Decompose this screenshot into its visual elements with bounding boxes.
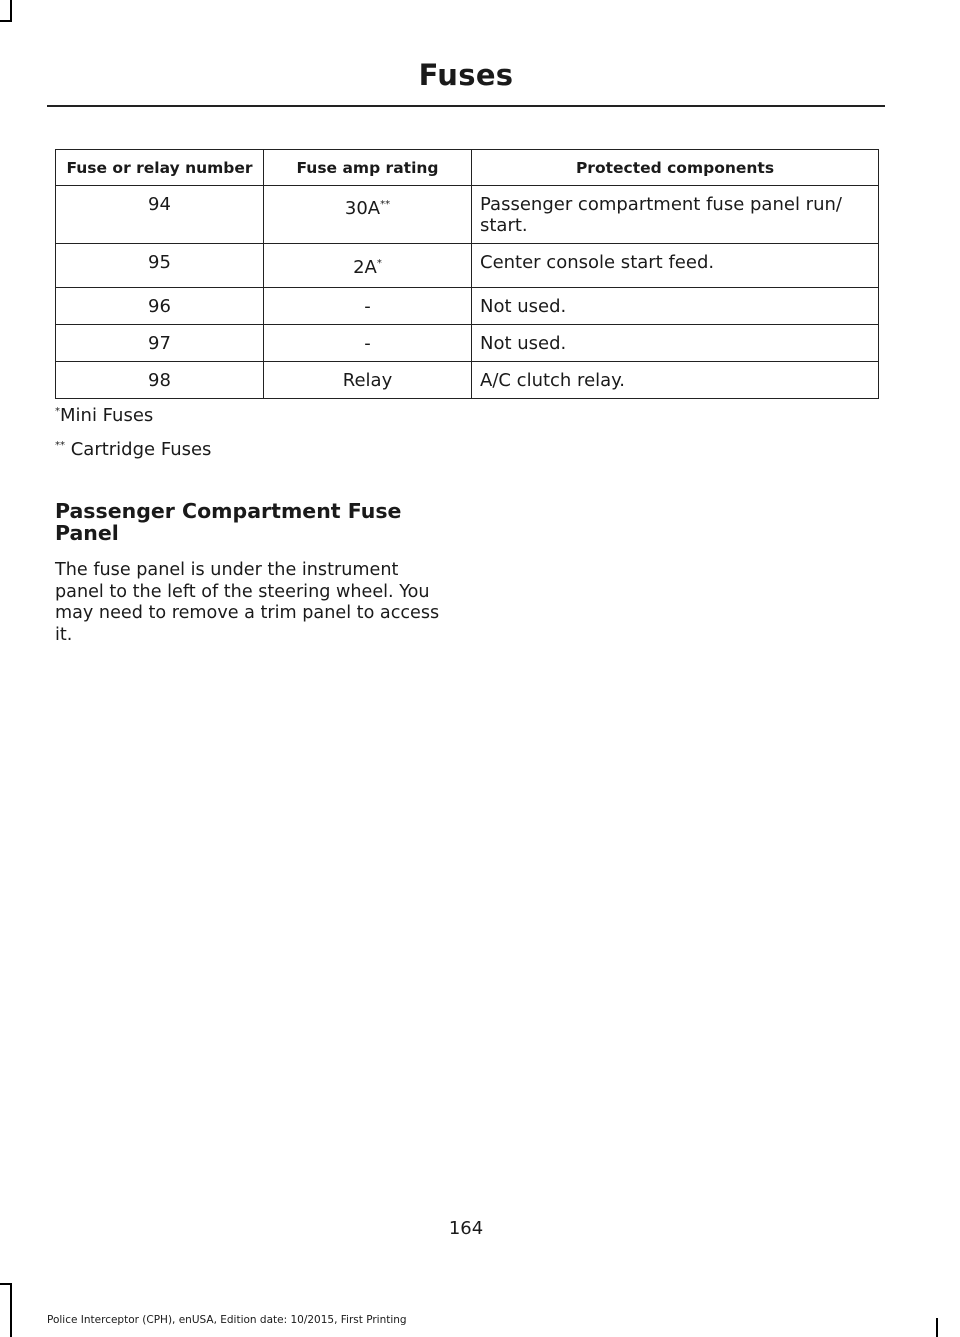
amp-rating: [264, 362, 472, 399]
footnote-mini-fuses: [55, 405, 153, 426]
footnote-mark: **: [55, 440, 65, 451]
crop-mark-bottom-left-h: [0, 1283, 12, 1285]
fuse-table: [55, 149, 879, 399]
amp-value: -: [364, 296, 371, 317]
footnote-mark: *: [55, 406, 60, 417]
protected-component: Not used.: [472, 325, 879, 362]
protected-component: Center console start feed.: [472, 244, 879, 288]
protected-component: Not used.: [472, 288, 879, 325]
section-heading: Passenger Compartment Fuse Panel: [55, 499, 402, 545]
fuse-number: 98: [56, 362, 264, 399]
amp-value: -: [364, 333, 371, 354]
amp-value: Relay: [342, 370, 393, 391]
fuse-number: 95: [56, 244, 264, 288]
amp-rating: [264, 244, 472, 288]
fuse-number: 96: [56, 288, 264, 325]
crop-mark-bottom-left-v: [10, 1283, 12, 1337]
fuse-number: 97: [56, 325, 264, 362]
amp-rating: [264, 325, 472, 362]
protected-component: Passenger compartment fuse panel run/ start.: [472, 186, 879, 244]
title-divider: [47, 105, 885, 107]
column-header-fuse-number: Fuse or relay number: [56, 150, 264, 186]
amp-value: 30A: [344, 198, 381, 219]
table-row: [56, 325, 879, 362]
footnote-cartridge-fuses: [55, 439, 211, 460]
table-header-row: [56, 150, 879, 186]
table-row: [56, 362, 879, 399]
amp-rating: [264, 186, 472, 244]
page-title: Fuses: [418, 58, 514, 92]
crop-mark-top-left-v: [10, 0, 12, 22]
protected-component: A/C clutch relay.: [472, 362, 879, 399]
table-row: [56, 288, 879, 325]
footnote-mark: **: [380, 199, 391, 210]
section-body: The fuse panel is under the instrument panel to the left of the steering wheel. You may need to remove a trim panel to access it.: [55, 560, 440, 645]
crop-mark-bottom-right-v: [936, 1318, 938, 1337]
footnote-text: Mini Fuses: [60, 405, 154, 426]
amp-value: 2A: [353, 257, 377, 278]
column-header-protected-components: Protected components: [472, 150, 879, 186]
crop-mark-top-left-h: [0, 20, 12, 22]
footnote-mark: *: [376, 258, 382, 269]
fuse-number: 94: [56, 186, 264, 244]
table-row: [56, 186, 879, 244]
footnote-text: Cartridge Fuses: [65, 439, 212, 460]
table-row: [56, 244, 879, 288]
amp-rating: [264, 288, 472, 325]
edition-footer: Police Interceptor (CPH), enUSA, Edition date: 10/2015, First Printing: [47, 1314, 407, 1326]
page-number: 164: [448, 1218, 484, 1239]
column-header-amp-rating: Fuse amp rating: [264, 150, 472, 186]
